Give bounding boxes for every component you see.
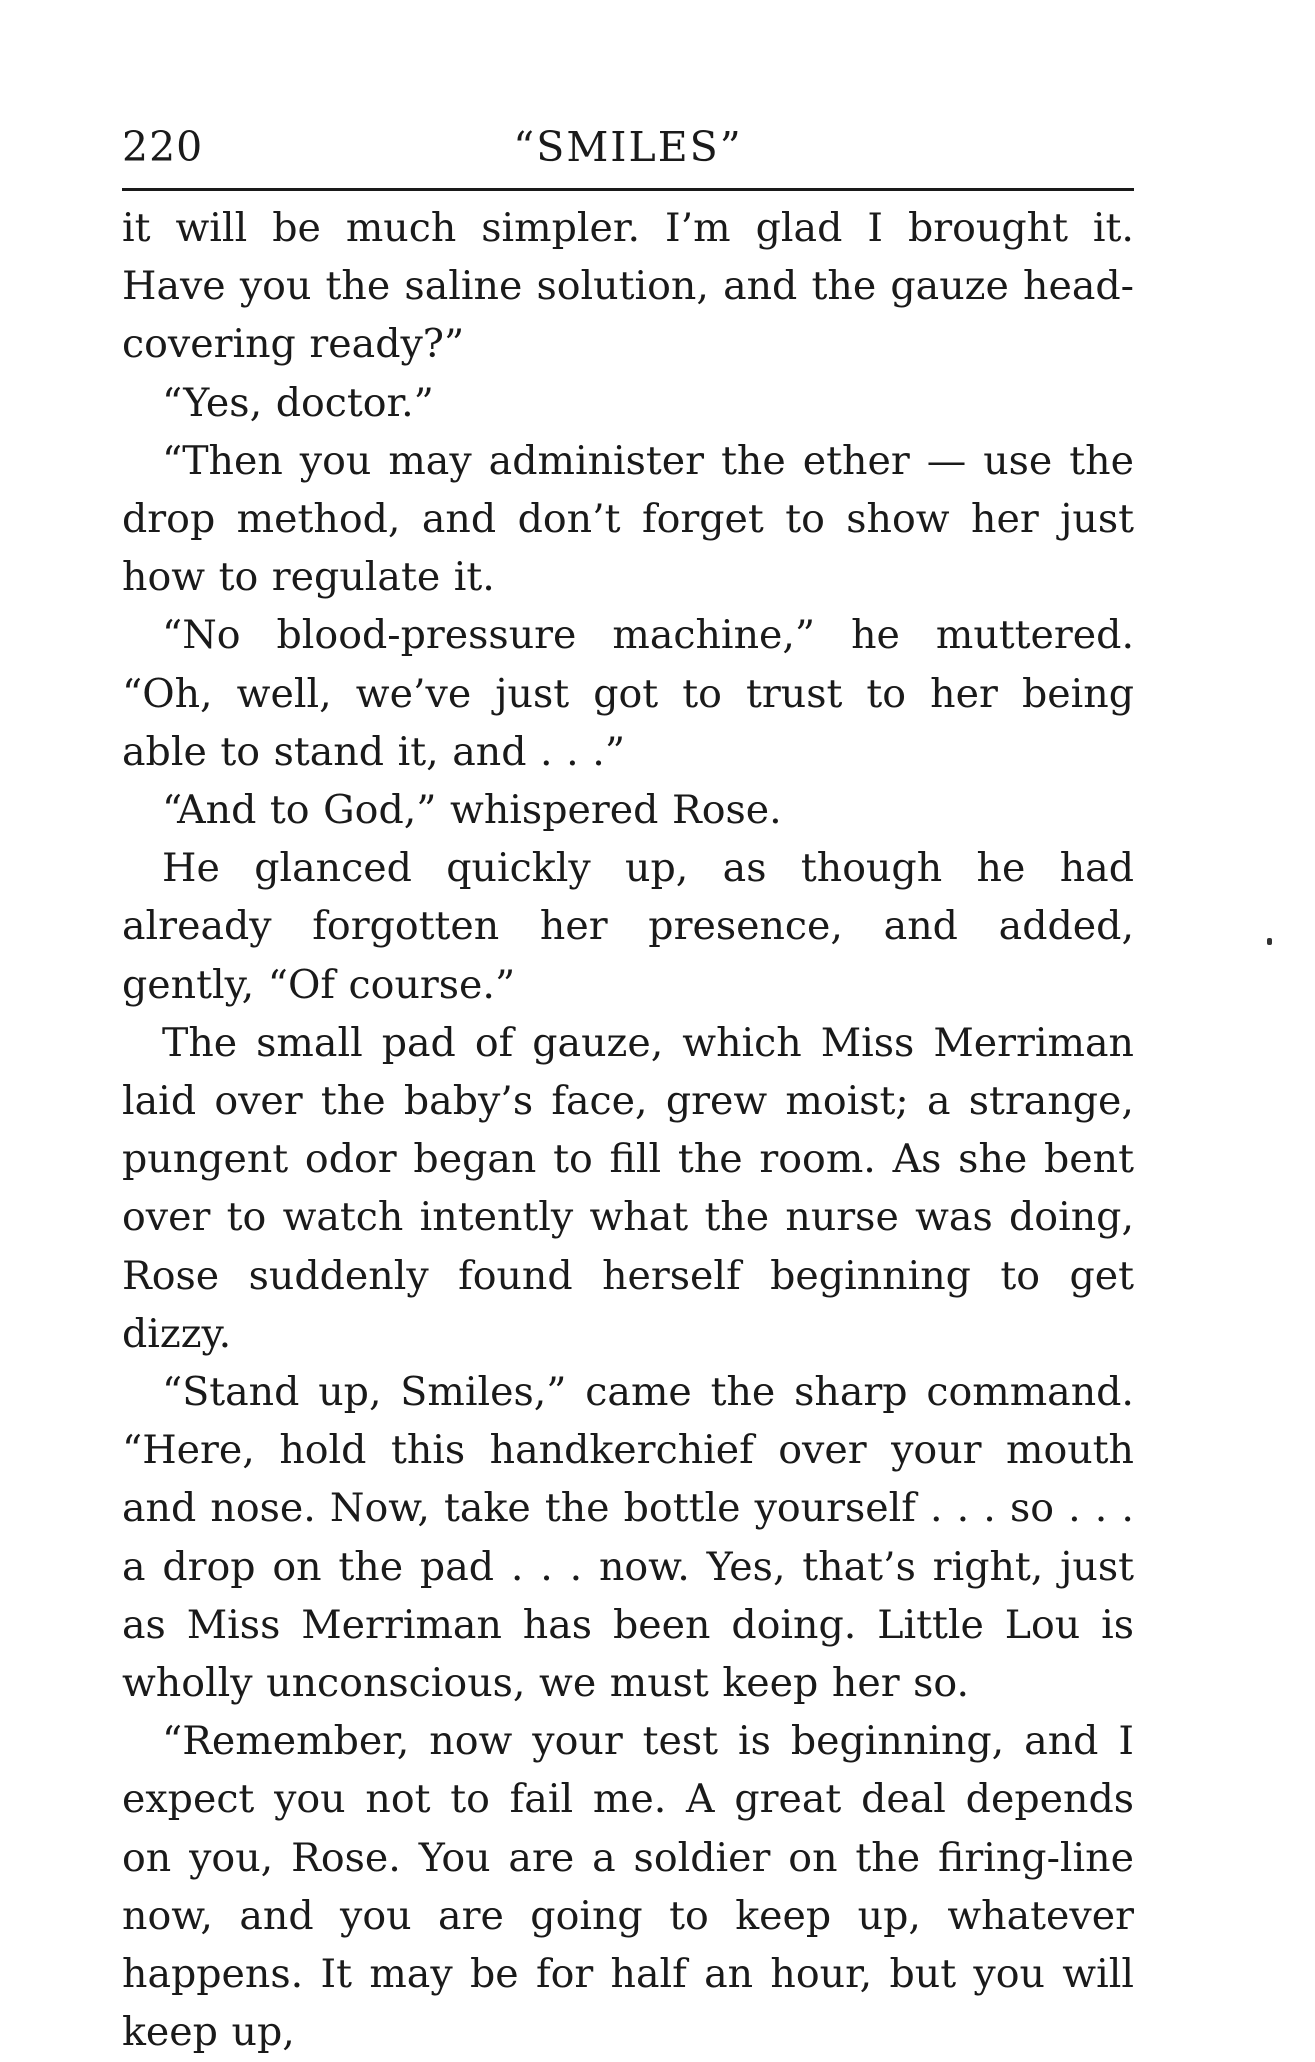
paragraph: The small pad of gauze, which Miss Merriman laid over the baby’s face, grew moist; a strange, pungent odor began to fill the room. As she bent over to watch intently what the nurse was doing, Rose suddenly found herself beginning to get dizzy. (122, 1019, 1134, 1357)
running-title: “SMILES” (513, 123, 743, 171)
body-text (122, 199, 1134, 2062)
page-number: 220 (122, 123, 204, 171)
paragraph: “No blood-pressure machine,” he muttered. “Oh, well, we’ve just got to trust to her being able to stand it, and . . .” (122, 612, 1134, 775)
header-rule (122, 188, 1134, 191)
paragraph: He glanced quickly up, as though he had already forgotten her presence, and added, gently, “Of course.” (122, 845, 1134, 1008)
paragraph: “Remember, now your test is beginning, and I expect you not to fail me. A great deal depends on you, Rose. You are a soldier on the firing-line now, and you are going to keep up, whatever happens. It may be for half an hour, but you will keep up, (122, 1718, 1134, 2056)
paragraph: “Stand up, Smiles,” came the sharp command. “Here, hold this handkerchief over your mouth and nose. Now, take the bottle yourself . . . so . . . a drop on the pad . . . now. Yes, that’s right, just as Miss Merriman has been doing. Little Lou is wholly unconscious, we must keep her so. (122, 1369, 1134, 1707)
book-page (122, 118, 1134, 2062)
paragraph: “And to God,” whispered Rose. (162, 787, 782, 834)
paragraph: “Then you may administer the ether — use the drop method, and don’t forget to show her just how to regulate it. (122, 437, 1134, 601)
paragraph-continued: it will be much simpler. I’m glad I brought it. Have you the saline solution, and the gauze head-covering ready?” (122, 205, 1134, 368)
paragraph: “Yes, doctor.” (162, 379, 434, 426)
scan-speck (1267, 938, 1272, 945)
running-header (122, 118, 1134, 176)
